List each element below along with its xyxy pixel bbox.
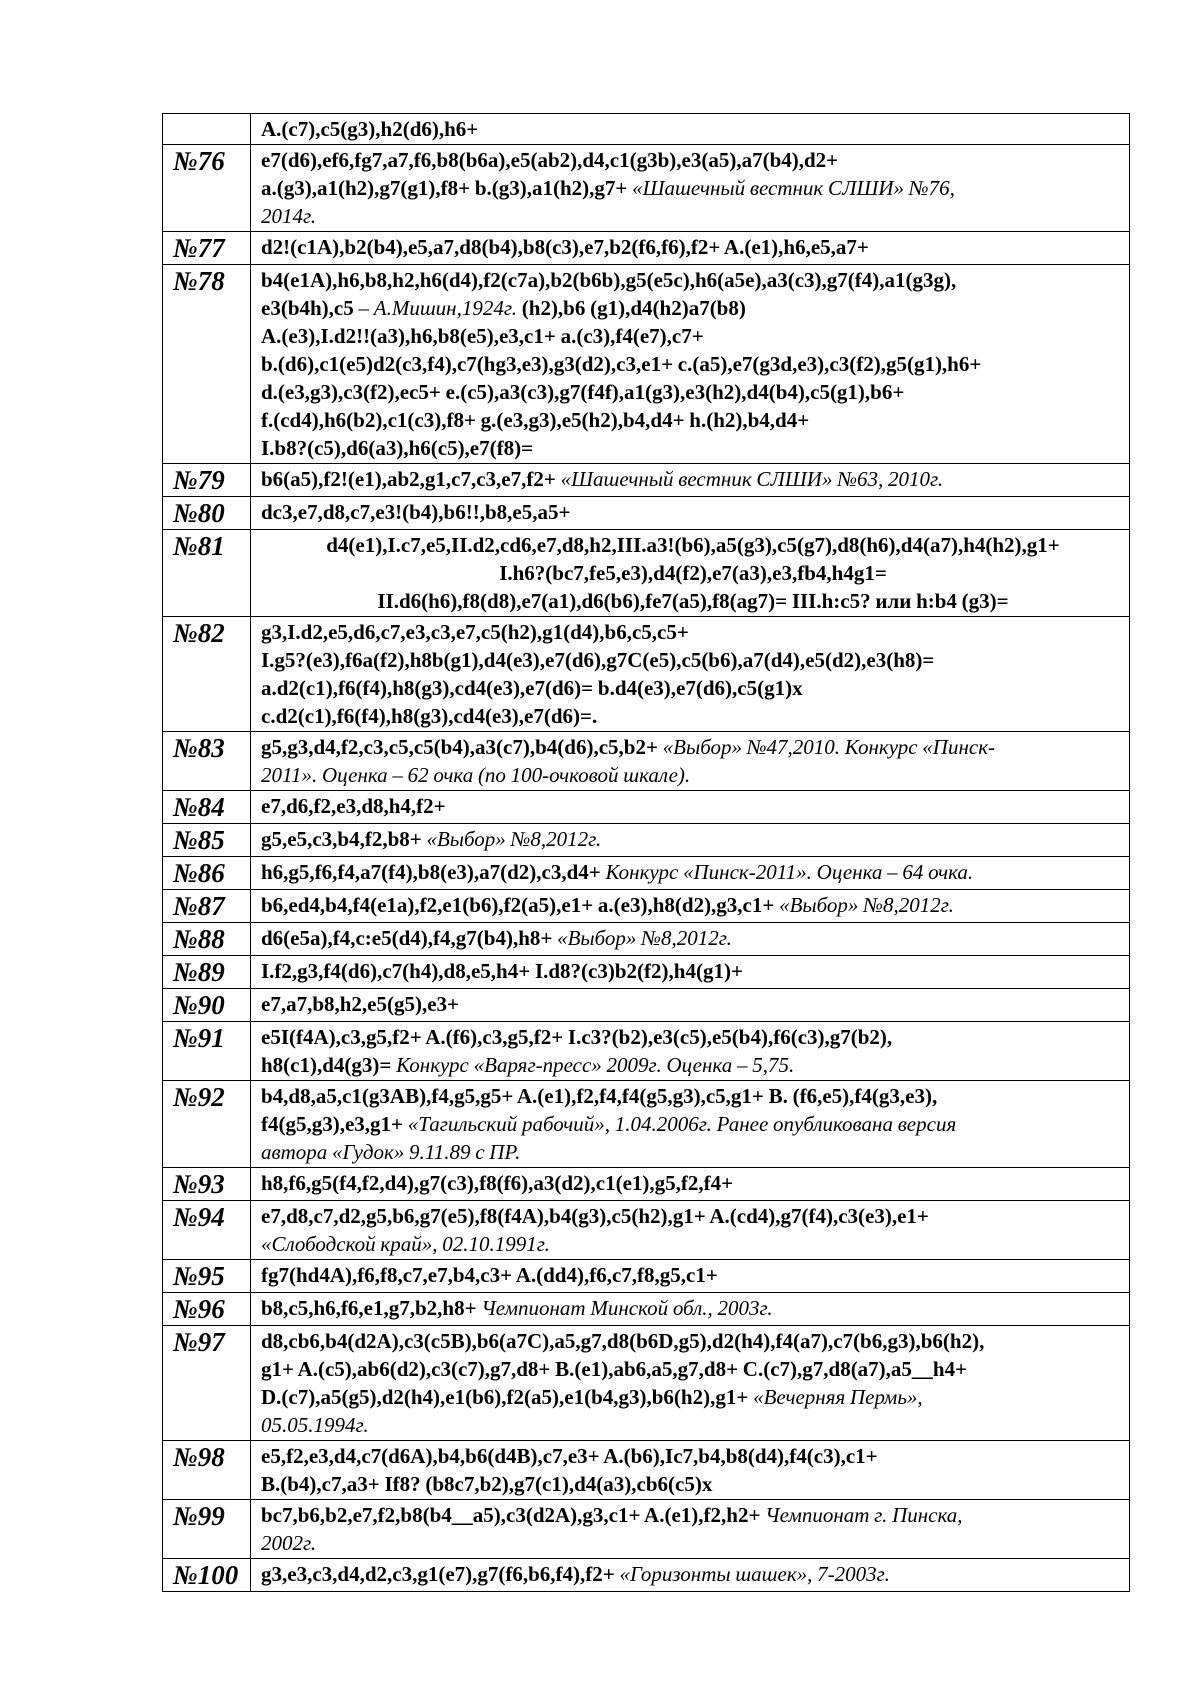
solution-line — [261, 1202, 1125, 1230]
source-citation: «Выбор» №8,2012г. — [779, 893, 954, 917]
source-citation: «Выбор» №8,2012г. — [557, 926, 732, 950]
problem-solution — [251, 232, 1130, 265]
move-notation: g1+ A.(c5),ab6(d2),c3(c7),g7,d8+ B.(e1),ab6,a5,g7,d8+ C.(c7),g7,d8(a7),a5__h4+ — [261, 1357, 968, 1381]
problem-solution — [251, 857, 1130, 890]
move-notation: f.(cd4),h6(b2),c1(c3),f8+ g.(e3,g3),e5(h2),b4,d4+ h.(h2),b4,d4+ — [261, 408, 810, 432]
solution-line — [261, 1529, 1125, 1557]
table-row — [163, 617, 1130, 732]
move-notation: d8,cb6,b4(d2A),c3(c5B),b6(a7C),a5,g7,d8(b6D,g5),d2(h4),f4(a7),c7(b6,g3),b6(h2), — [261, 1329, 985, 1353]
problem-solution — [251, 890, 1130, 923]
solution-line — [261, 646, 1125, 674]
source-citation: «Шашечный вестник СЛШИ» №63, 2010г. — [560, 467, 944, 491]
problem-solution — [251, 530, 1130, 617]
move-notation: bc7,b6,b2,e7,f2,b8(b4__a5),c3(d2A),g3,c1+ A.(e1),f2,h2+ — [261, 1503, 766, 1527]
solution-line — [261, 1560, 1125, 1588]
move-notation: f4(g5,g3),e3,g1+ — [261, 1112, 408, 1136]
solution-line — [261, 957, 1125, 985]
solution-line — [261, 924, 1125, 952]
problem-solution — [251, 114, 1130, 145]
solution-line — [261, 1169, 1125, 1197]
problem-number: №83 — [163, 732, 251, 791]
move-notation: I.f2,g3,f4(d6),c7(h4),d8,e5,h4+ I.d8?(c3)b2(f2),h4(g1)+ — [261, 959, 743, 983]
move-notation: b4,d8,a5,c1(g3AB),f4,g5,g5+ A.(e1),f2,f4,f4(g5,g3),c5,g1+ B. (f6,e5),f4(g3,e3), — [261, 1084, 938, 1108]
move-notation: d6(e5a),f4,c:e5(d4),f4,g7(b4),h8+ — [261, 926, 558, 950]
move-notation: g5,e5,c3,b4,f2,b8+ — [261, 827, 427, 851]
move-notation: II.d6(h6),f8(d8),e7(a1),d6(b6),fe7(a5),f8(ag7)= III.h:c5? или h:b4 (g3)= — [377, 589, 1009, 613]
table-row — [163, 1260, 1130, 1293]
solution-line — [261, 1501, 1125, 1529]
table-row — [163, 265, 1130, 464]
move-notation: d2!(c1A),b2(b4),e5,a7,d8(b4),b8(c3),e7,b2(f6,f6),f2+ A.(e1),h6,e5,a7+ — [261, 235, 869, 259]
table-row — [163, 1326, 1130, 1441]
source-citation: «Горизонты шашек», 7-2003г. — [619, 1562, 890, 1586]
table-row — [163, 791, 1130, 824]
solution-line — [261, 1110, 1125, 1138]
solution-line — [261, 1294, 1125, 1322]
problem-number: №84 — [163, 791, 251, 824]
solution-line — [261, 233, 1125, 261]
solution-line — [261, 1442, 1125, 1470]
move-notation: b4(e1A),h6,b8,h2,h6(d4),f2(c7a),b2(b6b),g5(e5c),h6(a5e),a3(c3),g7(f4),a1(g3g), — [261, 268, 957, 292]
problem-number: №100 — [163, 1559, 251, 1592]
table-row — [163, 989, 1130, 1022]
table-row — [163, 1293, 1130, 1326]
problem-solution — [251, 1293, 1130, 1326]
solution-line — [261, 498, 1125, 526]
solution-line — [261, 1383, 1125, 1411]
source-citation: – А.Мишин,1924г. — [353, 296, 522, 320]
problem-solution — [251, 732, 1130, 791]
problem-number: №91 — [163, 1022, 251, 1081]
move-notation: I.g5?(e3),f6a(f2),h8b(g1),d4(e3),e7(d6),g7C(e5),c5(b6),a7(d4),e5(d2),e3(h8)= — [261, 648, 935, 672]
solution-line — [261, 1082, 1125, 1110]
table-row — [163, 1441, 1130, 1500]
move-notation: e7,d6,f2,e3,d8,h4,f2+ — [261, 794, 446, 818]
problem-number: №94 — [163, 1201, 251, 1260]
move-notation: fg7(hd4A),f6,f8,c7,e7,b4,c3+ A.(dd4),f6,c7,f8,g5,c1+ — [261, 1263, 718, 1287]
problem-number: №78 — [163, 265, 251, 464]
solution-line — [261, 115, 1125, 143]
solution-line — [261, 825, 1125, 853]
table-row — [163, 824, 1130, 857]
move-notation: b6,ed4,b4,f4(e1a),f2,e1(b6),f2(a5),e1+ a.(e3),h8(d2),g3,c1+ — [261, 893, 780, 917]
source-citation: 2002г. — [261, 1531, 317, 1555]
problem-number: №88 — [163, 923, 251, 956]
problem-number: №86 — [163, 857, 251, 890]
table-row — [163, 956, 1130, 989]
problem-solution — [251, 1500, 1130, 1559]
solution-line — [261, 434, 1125, 462]
move-notation: I.b8?(c5),d6(a3),h6(c5),e7(f8)= — [261, 436, 534, 460]
move-notation: (h2),b6 (g1),d4(h2)a7(b8) — [521, 296, 746, 320]
source-citation: Конкурс «Варяг-пресс» 2009г. Оценка – 5,75. — [396, 1053, 795, 1077]
problem-number: №82 — [163, 617, 251, 732]
problem-solution — [251, 497, 1130, 530]
solution-line — [261, 559, 1125, 587]
solution-line — [261, 531, 1125, 559]
solution-line — [261, 174, 1125, 202]
move-notation: a.d2(c1),f6(f4),h8(g3),cd4(e3),e7(d6)= b.d4(e3),e7(d6),c5(g1)x — [261, 676, 803, 700]
solution-line — [261, 266, 1125, 294]
problem-solution — [251, 1022, 1130, 1081]
table-row — [163, 1500, 1130, 1559]
solution-line — [261, 1023, 1125, 1051]
source-citation: автора «Гудок» 9.11.89 с ПР. — [261, 1140, 521, 1164]
table-row — [163, 1201, 1130, 1260]
move-notation: h6,g5,f6,f4,a7(f4),b8(e3),a7(d2),c3,d4+ — [261, 860, 606, 884]
problem-number — [163, 114, 251, 145]
problem-number: №93 — [163, 1168, 251, 1201]
table-row — [163, 890, 1130, 923]
problem-solution — [251, 989, 1130, 1022]
move-notation: e5I(f4A),c3,g5,f2+ A.(f6),c3,g5,f2+ I.c3?(b2),e3(c5),e5(b4),f6(c3),g7(b2), — [261, 1025, 893, 1049]
problem-solution — [251, 1326, 1130, 1441]
move-notation: c.d2(c1),f6(f4),h8(g3),cd4(e3),e7(d6)=. — [261, 704, 598, 728]
source-citation: «Шашечный вестник СЛШИ» №76, — [632, 176, 955, 200]
solution-line — [261, 702, 1125, 730]
move-notation: b6(a5),f2!(e1),ab2,g1,c7,c3,e7,f2+ — [261, 467, 561, 491]
source-citation: «Выбор» №8,2012г. — [426, 827, 602, 851]
problem-number: №89 — [163, 956, 251, 989]
source-citation: Чемпионат Минской обл., 2003г. — [481, 1296, 773, 1320]
solution-line — [261, 146, 1125, 174]
problem-solution — [251, 791, 1130, 824]
problem-number: №80 — [163, 497, 251, 530]
problems-table — [162, 113, 1130, 1592]
problem-number: №87 — [163, 890, 251, 923]
solution-line — [261, 378, 1125, 406]
table-row — [163, 1168, 1130, 1201]
table-row — [163, 464, 1130, 497]
table-row — [163, 732, 1130, 791]
move-notation: a.(g3),a1(h2),g7(g1),f8+ b.(g3),a1(h2),g7+ — [261, 176, 633, 200]
move-notation: d4(e1),I.c7,e5,II.d2,cd6,e7,d8,h2,III.a3!(b6),a5(g3),c5(g7),d8(h6),d4(a7),h4(h2),g1+ — [326, 533, 1060, 557]
table-row — [163, 145, 1130, 232]
solution-line — [261, 858, 1125, 886]
solution-line — [261, 1470, 1125, 1498]
table-row — [163, 1022, 1130, 1081]
solution-line — [261, 1261, 1125, 1289]
problem-solution — [251, 617, 1130, 732]
solution-line — [261, 1327, 1125, 1355]
problem-number: №95 — [163, 1260, 251, 1293]
source-citation: 2014г. — [261, 204, 317, 228]
problem-solution — [251, 1168, 1130, 1201]
move-notation: g3,e3,c3,d4,d2,c3,g1(e7),g7(f6,b6,f4),f2+ — [261, 1562, 620, 1586]
move-notation: b.(d6),c1(e5)d2(c3,f4),c7(hg3,e3),g3(d2),c3,e1+ c.(a5),e7(g3d,e3),c3(f2),g5(g1),h6+ — [261, 352, 982, 376]
problem-solution — [251, 1201, 1130, 1260]
table-row — [163, 923, 1130, 956]
problem-solution — [251, 923, 1130, 956]
problem-solution — [251, 1081, 1130, 1168]
move-notation: B.(b4),c7,a3+ If8? (b8c7,b2),g7(c1),d4(a3),cb6(c5)x — [261, 1472, 713, 1496]
table-row — [163, 1081, 1130, 1168]
move-notation: g3,I.d2,e5,d6,c7,e3,c3,e7,c5(h2),g1(d4),b6,c5,c5+ — [261, 620, 689, 644]
move-notation: e3(b4h),c5 — [261, 296, 354, 320]
table-row — [163, 497, 1130, 530]
source-citation: Конкурс «Пинск-2011». Оценка – 64 очка. — [605, 860, 974, 884]
solution-line — [261, 465, 1125, 493]
source-citation: «Слободской край», 02.10.1991г. — [261, 1232, 550, 1256]
source-citation: Чемпионат г. Пинска, — [765, 1503, 963, 1527]
problem-number: №96 — [163, 1293, 251, 1326]
problem-solution — [251, 145, 1130, 232]
source-citation: «Вечерняя Пермь», — [753, 1385, 923, 1409]
solution-line — [261, 733, 1125, 761]
problem-number: №76 — [163, 145, 251, 232]
source-citation: 2011». Оценка – 62 очка (по 100-очковой шкале). — [261, 763, 691, 787]
move-notation: e7,d8,c7,d2,g5,b6,g7(e5),f8(f4A),b4(g3),c5(h2),g1+ A.(cd4),g7(f4),c3(e3),e1+ — [261, 1204, 929, 1228]
solution-line — [261, 990, 1125, 1018]
solution-line — [261, 350, 1125, 378]
table-row — [163, 857, 1130, 890]
problems-table-body — [163, 114, 1130, 1592]
move-notation: b8,c5,h6,f6,e1,g7,b2,h8+ — [261, 1296, 482, 1320]
solution-line — [261, 891, 1125, 919]
move-notation: h8(c1),d4(g3)= — [261, 1053, 397, 1077]
problem-number: №97 — [163, 1326, 251, 1441]
problem-solution — [251, 956, 1130, 989]
move-notation: A.(c7),c5(g3),h2(d6),h6+ — [261, 117, 479, 141]
solution-line — [261, 1355, 1125, 1383]
problem-number: №85 — [163, 824, 251, 857]
solution-line — [261, 1138, 1125, 1166]
source-citation: «Выбор» №47,2010. Конкурс «Пинск- — [662, 735, 996, 759]
move-notation: e7,a7,b8,h2,e5(g5),e3+ — [261, 992, 460, 1016]
solution-line — [261, 618, 1125, 646]
problem-solution — [251, 1441, 1130, 1500]
solution-line — [261, 587, 1125, 615]
problem-number: №81 — [163, 530, 251, 617]
solution-line — [261, 1051, 1125, 1079]
move-notation: I.h6?(bc7,fe5,e3),d4(f2),e7(a3),e3,fb4,h4g1= — [499, 561, 887, 585]
solution-line — [261, 1230, 1125, 1258]
solution-line — [261, 674, 1125, 702]
move-notation: e7(d6),ef6,fg7,a7,f6,b8(b6a),e5(ab2),d4,c1(g3b),e3(a5),a7(b4),d2+ — [261, 148, 839, 172]
solution-line — [261, 1411, 1125, 1439]
move-notation: g5,g3,d4,f2,c3,c5,c5(b4),a3(c7),b4(d6),c5,b2+ — [261, 735, 663, 759]
source-citation: 05.05.1994г. — [261, 1413, 369, 1437]
problem-solution — [251, 824, 1130, 857]
solution-line — [261, 322, 1125, 350]
move-notation: D.(c7),a5(g5),d2(h4),e1(b6),f2(a5),e1(b4,g3),b6(h2),g1+ — [261, 1385, 754, 1409]
table-row — [163, 1559, 1130, 1592]
move-notation: dc3,e7,d8,c7,e3!(b4),b6!!,b8,e5,a5+ — [261, 500, 571, 524]
problem-number: №77 — [163, 232, 251, 265]
problem-number: №98 — [163, 1441, 251, 1500]
table-row — [163, 530, 1130, 617]
table-row — [163, 114, 1130, 145]
solution-line — [261, 761, 1125, 789]
problem-solution — [251, 464, 1130, 497]
solution-line — [261, 406, 1125, 434]
solution-line — [261, 792, 1125, 820]
move-notation: A.(e3),I.d2!!(a3),h6,b8(e5),e3,c1+ a.(c3),f4(e7),c7+ — [261, 324, 704, 348]
problem-solution — [251, 265, 1130, 464]
move-notation: e5,f2,e3,d4,c7(d6A),b4,b6(d4B),c7,e3+ A.(b6),Ic7,b4,b8(d4),f4(c3),c1+ — [261, 1444, 878, 1468]
problem-number: №79 — [163, 464, 251, 497]
solution-line — [261, 202, 1125, 230]
table-row — [163, 232, 1130, 265]
move-notation: h8,f6,g5(f4,f2,d4),g7(c3),f8(f6),a3(d2),c1(e1),g5,f2,f4+ — [261, 1171, 734, 1195]
problem-number: №90 — [163, 989, 251, 1022]
problem-solution — [251, 1260, 1130, 1293]
solution-line — [261, 294, 1125, 322]
problem-number: №92 — [163, 1081, 251, 1168]
problem-number: №99 — [163, 1500, 251, 1559]
problem-solution — [251, 1559, 1130, 1592]
source-citation: «Тагильский рабочий», 1.04.2006г. Ранее опубликована версия — [407, 1112, 957, 1136]
move-notation: d.(e3,g3),c3(f2),ec5+ e.(c5),a3(c3),g7(f4f),a1(g3),e3(h2),d4(b4),c5(g1),b6+ — [261, 380, 905, 404]
